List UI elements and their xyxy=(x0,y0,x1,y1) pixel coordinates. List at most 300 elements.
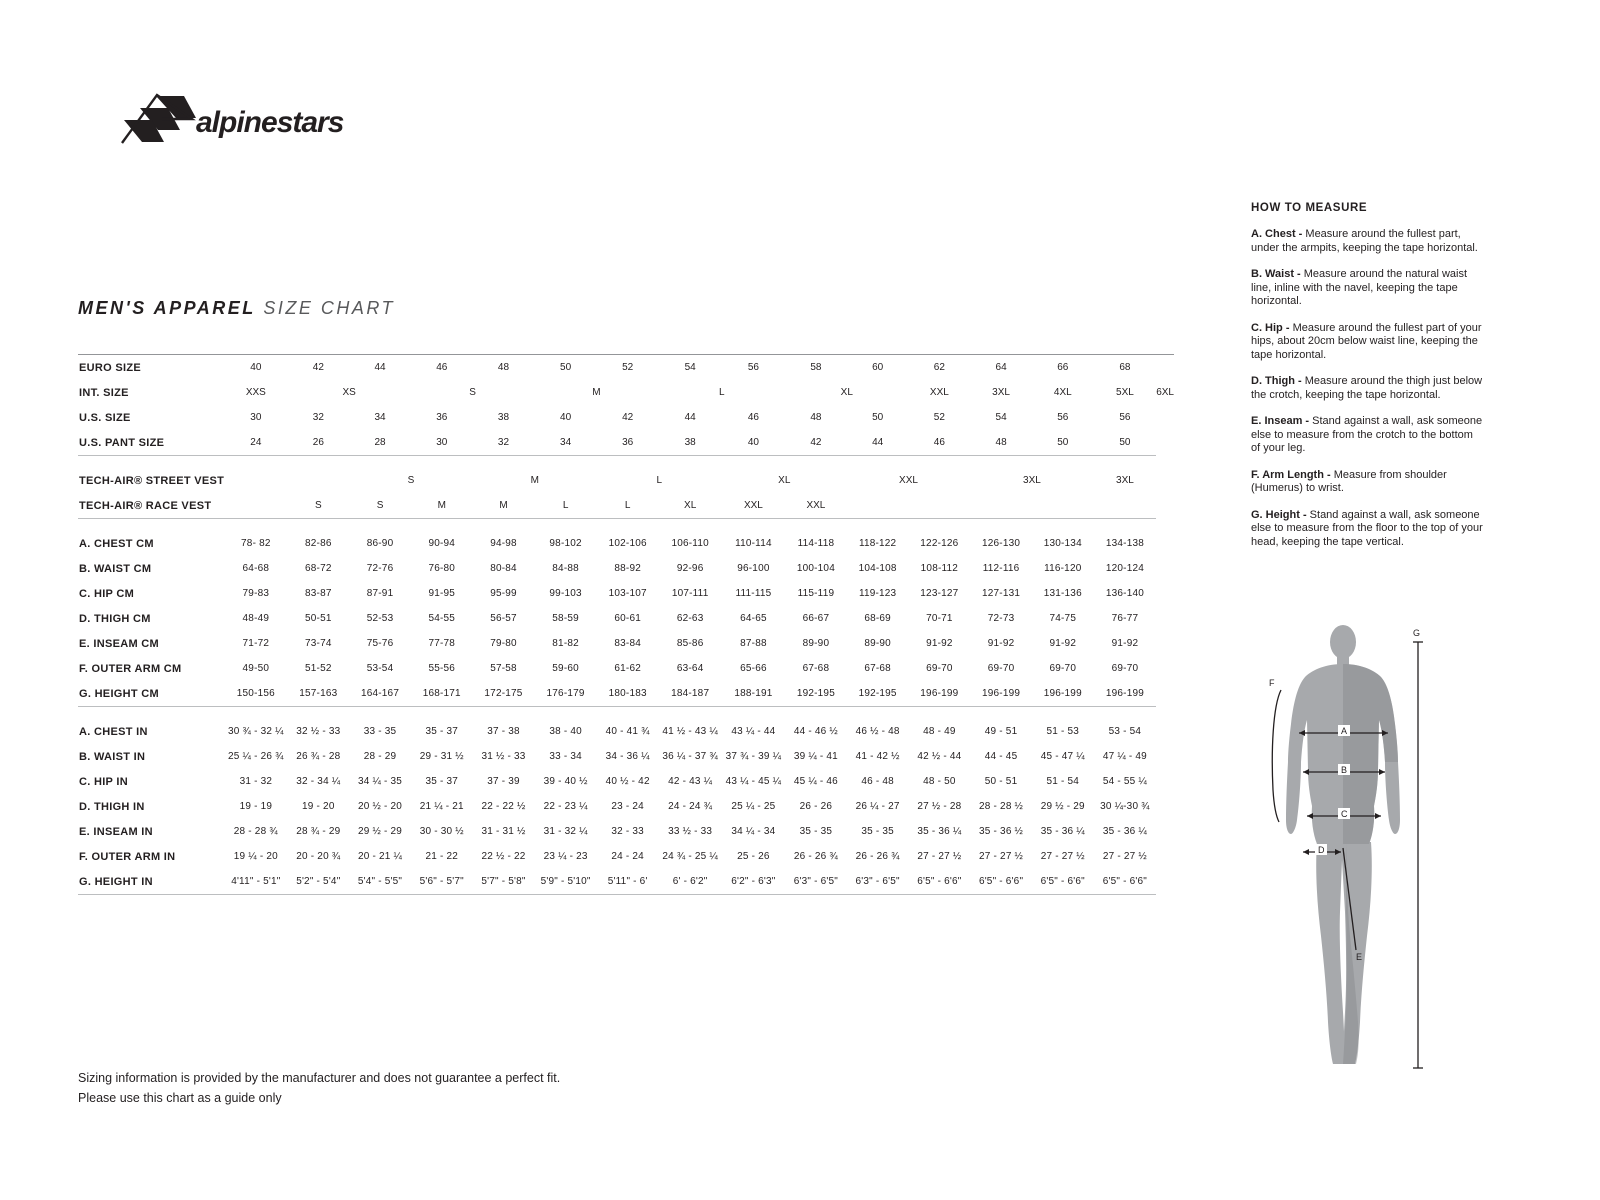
cell: 116-120 xyxy=(1044,563,1082,574)
cell: 39 ¼ - 41 xyxy=(793,751,838,762)
row-label-hip-cm: C. HIP CM xyxy=(79,587,135,600)
cell: 32 - 33 xyxy=(611,826,644,837)
cell: 66-67 xyxy=(802,613,830,624)
cell: 91-95 xyxy=(428,588,456,599)
measure-key-thigh: D. Thigh - xyxy=(1251,375,1305,387)
cell: 74-75 xyxy=(1049,613,1077,624)
cell: 45 - 47 ¼ xyxy=(1040,751,1085,762)
cell: 27 - 27 ½ xyxy=(1040,851,1085,862)
table-row xyxy=(78,769,1174,794)
cell: 22 - 22 ½ xyxy=(481,801,526,812)
row-label-inseam-in: E. INSEAM IN xyxy=(79,825,153,838)
cell: 32 - 34 ¼ xyxy=(296,776,341,787)
cell: 122-126 xyxy=(920,538,959,549)
measure-item-chest xyxy=(1251,228,1483,255)
cell: 3XL xyxy=(1116,475,1134,486)
cell: L xyxy=(534,493,597,519)
cell: 4XL xyxy=(1053,387,1072,398)
cell: 32 ½ - 33 xyxy=(296,726,341,737)
cell: 19 ¼ - 20 xyxy=(233,851,278,862)
cell: 72-76 xyxy=(366,563,394,574)
cell: 47 ¼ - 49 xyxy=(1102,751,1147,762)
measure-item-inseam xyxy=(1251,415,1483,456)
cell: 42 ½ - 44 xyxy=(917,751,962,762)
cell: 60 xyxy=(872,362,884,373)
cell: 24 - 24 ¾ xyxy=(668,801,713,812)
measure-key-inseam: E. Inseam - xyxy=(1251,415,1313,427)
cell: 6'2" - 6'3" xyxy=(722,869,785,895)
cell: 24 - 24 xyxy=(611,851,644,862)
cell: 89-90 xyxy=(802,638,830,649)
cell: 49-50 xyxy=(242,663,270,674)
cell: 110-114 xyxy=(735,538,772,549)
cell: 29 ½ - 29 xyxy=(358,826,403,837)
table-row xyxy=(78,681,1174,707)
cell: XXL xyxy=(722,493,785,519)
measure-item-arm-length xyxy=(1251,469,1483,496)
cell: 131-136 xyxy=(1043,588,1082,599)
cell: 29 - 31 ½ xyxy=(419,751,464,762)
cell: 86-90 xyxy=(366,538,394,549)
cell: 72-73 xyxy=(987,613,1015,624)
cell: 28 xyxy=(349,430,411,456)
label-e: E xyxy=(1356,952,1363,962)
cell: 196-199 xyxy=(970,681,1032,707)
cell: 32 xyxy=(473,430,535,456)
cell: 96-100 xyxy=(737,563,770,574)
table-top-rule xyxy=(78,354,1174,355)
cell: 196-199 xyxy=(1094,681,1157,707)
cell: 75-76 xyxy=(366,638,394,649)
table-row xyxy=(78,468,1174,493)
cell: 81-82 xyxy=(552,638,579,649)
cell: 79-80 xyxy=(490,638,517,649)
cell: 28 - 28 ½ xyxy=(979,801,1024,812)
cell: 26 - 26 xyxy=(799,801,833,812)
cell: 34 ¼ - 35 xyxy=(358,776,403,787)
cell: 33 - 35 xyxy=(363,726,397,737)
cell: 20 - 20 ¾ xyxy=(296,851,341,862)
cell: 29 ½ - 29 xyxy=(1040,801,1085,812)
body-measurement-diagram xyxy=(1255,620,1485,1090)
cell: 107-111 xyxy=(671,588,709,599)
cell: 28 - 29 xyxy=(363,751,397,762)
cell: 35 - 36 ¼ xyxy=(917,826,962,837)
row-label-outer-arm-cm: F. OUTER ARM CM xyxy=(79,662,182,675)
cell: 76-80 xyxy=(428,563,456,574)
cell: 176-179 xyxy=(534,681,597,707)
measure-text-inseam: Stand against a wall, ask someone else to measure from the crotch to the bottom of your leg. xyxy=(1251,415,1483,454)
measure-text-chest: Measure around the fullest part, under the armpits, keeping the tape horizontal. xyxy=(1251,228,1478,254)
cell: 26 ¼ - 27 xyxy=(855,801,900,812)
table-row xyxy=(78,656,1174,681)
cell: 31 - 32 xyxy=(239,776,273,787)
cell: 50-51 xyxy=(305,613,332,624)
row-label-height-cm: G. HEIGHT CM xyxy=(78,681,224,707)
cell: S xyxy=(407,475,415,486)
cell: 83-84 xyxy=(614,638,641,649)
cell: 120-124 xyxy=(1105,563,1144,574)
table-row xyxy=(78,380,1174,405)
measure-text-height: Stand against a wall, ask someone else to measure from the floor to the top of your head, keeping the tape vertical. xyxy=(1251,508,1483,548)
cell: 6'3" - 6'5" xyxy=(785,869,847,895)
cell: 98-102 xyxy=(549,538,582,549)
cell: 172-175 xyxy=(473,681,535,707)
label-b: B xyxy=(1341,765,1348,775)
cell: 44 xyxy=(374,362,386,373)
cell: 37 - 38 xyxy=(487,726,520,737)
cell: 115-119 xyxy=(797,588,835,599)
cell: 21 - 22 xyxy=(425,851,459,862)
measure-key-height: G. Height - xyxy=(1251,508,1310,521)
svg-text:alpinestars: alpinestars xyxy=(196,106,344,139)
cell: 66 xyxy=(1057,362,1069,373)
cell: 103-107 xyxy=(608,588,647,599)
label-f: F xyxy=(1269,678,1275,688)
cell: 43 ¼ - 45 ¼ xyxy=(725,776,782,787)
cell: 6'5" - 6'6" xyxy=(1094,869,1157,895)
cell: 73-74 xyxy=(305,638,332,649)
cell: 87-91 xyxy=(366,588,394,599)
cell: 48 xyxy=(970,430,1032,456)
cell: 136-140 xyxy=(1105,588,1144,599)
cell: 26 ¾ - 28 xyxy=(296,751,341,762)
cell: 34 ¼ - 34 xyxy=(731,826,776,837)
measure-text-arm-length: Measure from shoulder (Humerus) to wrist. xyxy=(1251,468,1447,494)
cell: M xyxy=(473,493,535,519)
cell: 44 xyxy=(847,430,909,456)
measure-text-waist: Measure around the natural waist line, inline with the navel, keeping the tape horizontal. xyxy=(1251,268,1468,307)
cell: 36 xyxy=(597,430,659,456)
row-label-chest-in: A. CHEST IN xyxy=(79,725,148,738)
cell: 51 - 53 xyxy=(1046,726,1080,737)
cell: 44 - 46 ½ xyxy=(793,726,838,737)
how-to-measure-heading: HOW TO MEASURE xyxy=(1251,202,1368,214)
row-label-us-pant-size: U.S. PANT SIZE xyxy=(78,430,224,456)
cell: 22 ½ - 22 xyxy=(481,851,526,862)
row-label-techair-race-vest: TECH-AIR® RACE VEST xyxy=(78,493,224,519)
cell: XXL xyxy=(785,493,847,519)
cell: XXL xyxy=(929,387,949,398)
page-title xyxy=(78,298,395,319)
cell: 57-58 xyxy=(490,663,517,674)
cell: 48-49 xyxy=(242,613,270,624)
cell: 24 ¾ - 25 ¼ xyxy=(662,851,718,862)
cell: 46 xyxy=(436,362,448,373)
row-label-thigh-in: D. THIGH IN xyxy=(79,800,145,813)
cell: 91-92 xyxy=(1111,638,1139,649)
row-label-waist-in: B. WAIST IN xyxy=(79,750,146,763)
measure-item-height xyxy=(1251,509,1483,550)
cell: 6XL xyxy=(1156,387,1174,398)
table-row xyxy=(78,794,1174,819)
cell: 51 - 54 xyxy=(1046,776,1080,787)
cell: 3XL xyxy=(992,387,1010,398)
table-row xyxy=(78,493,1174,519)
cell: 64 xyxy=(995,362,1007,373)
cell: L xyxy=(597,493,659,519)
measure-text-hip: Measure around the fullest part of your hips, about 20cm below waist line, keeping the tape horizontal. xyxy=(1251,321,1482,361)
alpinestars-logo xyxy=(78,88,348,150)
cell: 95-99 xyxy=(490,588,517,599)
table-row xyxy=(78,631,1174,656)
cell: 27 - 27 ½ xyxy=(917,851,962,862)
spacer-row xyxy=(78,456,1174,469)
label-a: A xyxy=(1341,726,1348,736)
cell: 82-86 xyxy=(305,538,332,549)
cell: 71-72 xyxy=(242,638,270,649)
cell: 23 ¼ - 23 xyxy=(543,851,588,862)
cell: 30 - 30 ½ xyxy=(419,826,464,837)
cell: 84-88 xyxy=(552,563,579,574)
row-label-chest-cm: A. CHEST CM xyxy=(79,537,154,550)
measure-key-chest: A. Chest - xyxy=(1251,228,1306,240)
cell: 41 - 42 ½ xyxy=(855,751,900,762)
cell: 35 - 37 xyxy=(425,776,459,787)
cell: 50 xyxy=(872,412,884,423)
cell: 48 - 49 xyxy=(923,726,956,737)
cell: 130-134 xyxy=(1043,538,1082,549)
table-row xyxy=(78,405,1174,430)
cell: 77-78 xyxy=(428,638,456,649)
cell: 88-92 xyxy=(614,563,641,574)
cell: 62 xyxy=(933,362,945,373)
cell: S xyxy=(469,387,476,398)
cell: 42 xyxy=(312,362,324,373)
cell: 26 - 26 ¾ xyxy=(793,851,838,862)
cell: 31 ½ - 33 xyxy=(481,751,526,762)
cell: 25 ¼ - 25 xyxy=(731,801,776,812)
cell: 31 - 32 ¼ xyxy=(543,826,588,837)
cell: 56 xyxy=(1057,412,1069,423)
cell: 6' - 6'2" xyxy=(659,869,722,895)
cell: 64-68 xyxy=(242,563,270,574)
footer-line-1: Sizing information is provided by the manufacturer and does not guarantee a perfect fit. xyxy=(78,1071,561,1085)
cell: 58-59 xyxy=(552,613,579,624)
cell: 119-123 xyxy=(858,588,897,599)
row-label-hip-in: C. HIP IN xyxy=(79,775,128,788)
cell: 54 - 55 ¼ xyxy=(1102,776,1147,787)
cell: 55-56 xyxy=(428,663,456,674)
cell: 90-94 xyxy=(428,538,456,549)
cell: 94-98 xyxy=(490,538,517,549)
cell: 50 xyxy=(1094,430,1157,456)
size-chart-table xyxy=(78,355,1174,895)
row-label-inseam-cm: E. INSEAM CM xyxy=(79,637,159,650)
cell: 42 xyxy=(622,412,634,423)
cell: 68-69 xyxy=(864,613,891,624)
table-row xyxy=(78,819,1174,844)
measure-item-thigh xyxy=(1251,375,1483,402)
cell: 69-70 xyxy=(1111,663,1139,674)
cell: 35 - 35 xyxy=(861,826,894,837)
cell: 44 xyxy=(684,412,696,423)
cell: M xyxy=(411,493,473,519)
cell: 46 - 48 xyxy=(861,776,894,787)
cell: 118-122 xyxy=(858,538,897,549)
cell: XL xyxy=(778,475,791,486)
cell: 67-68 xyxy=(864,663,891,674)
cell: 111-115 xyxy=(735,588,772,599)
table-row xyxy=(78,355,1174,380)
cell: 123-127 xyxy=(920,588,959,599)
cell: 67-68 xyxy=(802,663,830,674)
cell: 5'7" - 5'8" xyxy=(473,869,535,895)
cell: 52 xyxy=(622,362,634,373)
cell: 35 - 36 ½ xyxy=(979,826,1024,837)
cell: 27 - 27 ½ xyxy=(979,851,1024,862)
cell: 48 xyxy=(810,412,822,423)
table-row xyxy=(78,430,1174,456)
table-row xyxy=(78,719,1174,744)
measure-key-waist: B. Waist - xyxy=(1251,268,1304,280)
cell: 91-92 xyxy=(1049,638,1077,649)
cell: 30 ¾ - 32 ¼ xyxy=(228,726,284,737)
cell: 39 - 40 ½ xyxy=(543,776,588,787)
cell: 87-88 xyxy=(740,638,767,649)
cell: XL xyxy=(840,387,853,398)
cell: 5XL xyxy=(1116,387,1134,398)
cell: XXS xyxy=(245,387,266,398)
cell: 22 - 23 ¼ xyxy=(543,801,588,812)
cell: 38 xyxy=(497,412,510,423)
cell: 56 xyxy=(747,362,759,373)
cell: 41 ½ - 43 ¼ xyxy=(662,726,718,737)
cell: 69-70 xyxy=(1049,663,1077,674)
cell: 6'5" - 6'6" xyxy=(1032,869,1094,895)
cell: 92-96 xyxy=(676,563,704,574)
cell: 196-199 xyxy=(1032,681,1094,707)
cell: 80-84 xyxy=(490,563,517,574)
cell: 21 ¼ - 21 xyxy=(419,801,464,812)
cell: 34 - 36 ¼ xyxy=(605,751,650,762)
cell: 40 xyxy=(560,412,572,423)
table-row xyxy=(78,531,1174,556)
cell: 184-187 xyxy=(659,681,722,707)
spacer-row xyxy=(78,519,1174,532)
cell: 69-70 xyxy=(926,663,953,674)
measure-key-hip: C. Hip - xyxy=(1251,321,1293,334)
cell: 60-61 xyxy=(614,613,641,624)
cell: 24 xyxy=(224,430,287,456)
cell: 63-64 xyxy=(676,663,704,674)
cell: 89-90 xyxy=(864,638,891,649)
cell: 27 - 27 ½ xyxy=(1102,851,1147,862)
cell: 5'6" - 5'7" xyxy=(411,869,473,895)
cell: 46 xyxy=(747,412,759,423)
cell: 5'2" - 5'4" xyxy=(287,869,349,895)
cell: 40 xyxy=(722,430,785,456)
cell: 4'11" - 5'1" xyxy=(224,869,287,895)
cell: 188-191 xyxy=(722,681,785,707)
cell: 36 xyxy=(436,412,448,423)
table-row xyxy=(78,581,1174,606)
cell: 168-171 xyxy=(411,681,473,707)
cell: 58 xyxy=(810,362,822,373)
cell: 37 - 39 xyxy=(487,776,520,787)
row-label-int-size: INT. SIZE xyxy=(79,386,129,399)
cell: 68-72 xyxy=(305,563,332,574)
cell: 46 xyxy=(909,430,971,456)
cell: 43 ¼ - 44 xyxy=(731,726,776,737)
cell: 33 ½ - 33 xyxy=(668,826,713,837)
page-title-light: SIZE CHART xyxy=(263,298,395,318)
cell: 48 xyxy=(497,362,510,373)
cell: 26 - 26 ¾ xyxy=(855,851,900,862)
cell: 6'5" - 6'6" xyxy=(970,869,1032,895)
cell: 50 xyxy=(1032,430,1094,456)
table-row xyxy=(78,869,1174,895)
cell: 192-195 xyxy=(785,681,847,707)
cell: 50 xyxy=(560,362,572,373)
cell: XXL xyxy=(899,475,918,486)
page-title-bold: MEN'S APPAREL xyxy=(78,298,256,318)
table-row xyxy=(78,744,1174,769)
cell: 127-131 xyxy=(982,588,1021,599)
row-label-thigh-cm: D. THIGH CM xyxy=(79,612,151,625)
footer-line-2: Please use this chart as a guide only xyxy=(78,1091,282,1105)
cell: 20 - 21 ¼ xyxy=(358,851,403,862)
cell: 6'5" - 6'6" xyxy=(909,869,971,895)
cell: 78- 82 xyxy=(241,538,271,549)
cell: 99-103 xyxy=(549,588,582,599)
cell: 5'4" - 5'5" xyxy=(349,869,411,895)
cell: XS xyxy=(342,387,356,398)
cell: M xyxy=(530,475,539,486)
how-to-measure-panel xyxy=(1251,202,1483,562)
cell: 106-110 xyxy=(671,538,709,549)
cell: 164-167 xyxy=(349,681,411,707)
row-label-outer-arm-in: F. OUTER ARM IN xyxy=(79,850,176,863)
cell: 35 - 35 xyxy=(799,826,833,837)
cell: 49 - 51 xyxy=(984,726,1018,737)
cell: 26 xyxy=(287,430,349,456)
cell: 68 xyxy=(1119,362,1131,373)
cell: 34 xyxy=(374,412,386,423)
cell: 196-199 xyxy=(909,681,971,707)
measure-item-waist xyxy=(1251,268,1483,309)
cell: 31 - 31 ½ xyxy=(481,826,526,837)
cell: 53 - 54 xyxy=(1108,726,1142,737)
cell: 25 ¼ - 26 ¾ xyxy=(228,751,284,762)
cell: 52 xyxy=(933,412,945,423)
cell: 48 - 50 xyxy=(923,776,956,787)
cell: 25 - 26 xyxy=(737,851,770,862)
cell: 19 - 19 xyxy=(239,801,273,812)
footer-disclaimer xyxy=(78,1068,560,1108)
cell: 45 ¼ - 46 xyxy=(793,776,838,787)
cell: 40 xyxy=(250,362,262,373)
cell: 54 xyxy=(684,362,696,373)
table-row xyxy=(78,606,1174,631)
row-label-us-size: U.S. SIZE xyxy=(79,411,131,424)
cell: 33 - 34 xyxy=(549,751,582,762)
cell: 56 xyxy=(1119,412,1131,423)
cell: 157-163 xyxy=(287,681,349,707)
cell: 50 - 51 xyxy=(984,776,1018,787)
cell: 5'11" - 6' xyxy=(597,869,659,895)
cell: 114-118 xyxy=(797,538,835,549)
row-label-waist-cm: B. WAIST CM xyxy=(79,562,152,575)
cell: 46 ½ - 48 xyxy=(855,726,900,737)
cell: 23 - 24 xyxy=(611,801,644,812)
label-d: D xyxy=(1318,845,1325,855)
row-label-euro-size: EURO SIZE xyxy=(79,361,141,374)
cell: 27 ½ - 28 xyxy=(917,801,962,812)
cell: 104-108 xyxy=(858,563,897,574)
measure-key-arm-length: F. Arm Length - xyxy=(1251,468,1334,481)
cell: 62-63 xyxy=(676,613,704,624)
